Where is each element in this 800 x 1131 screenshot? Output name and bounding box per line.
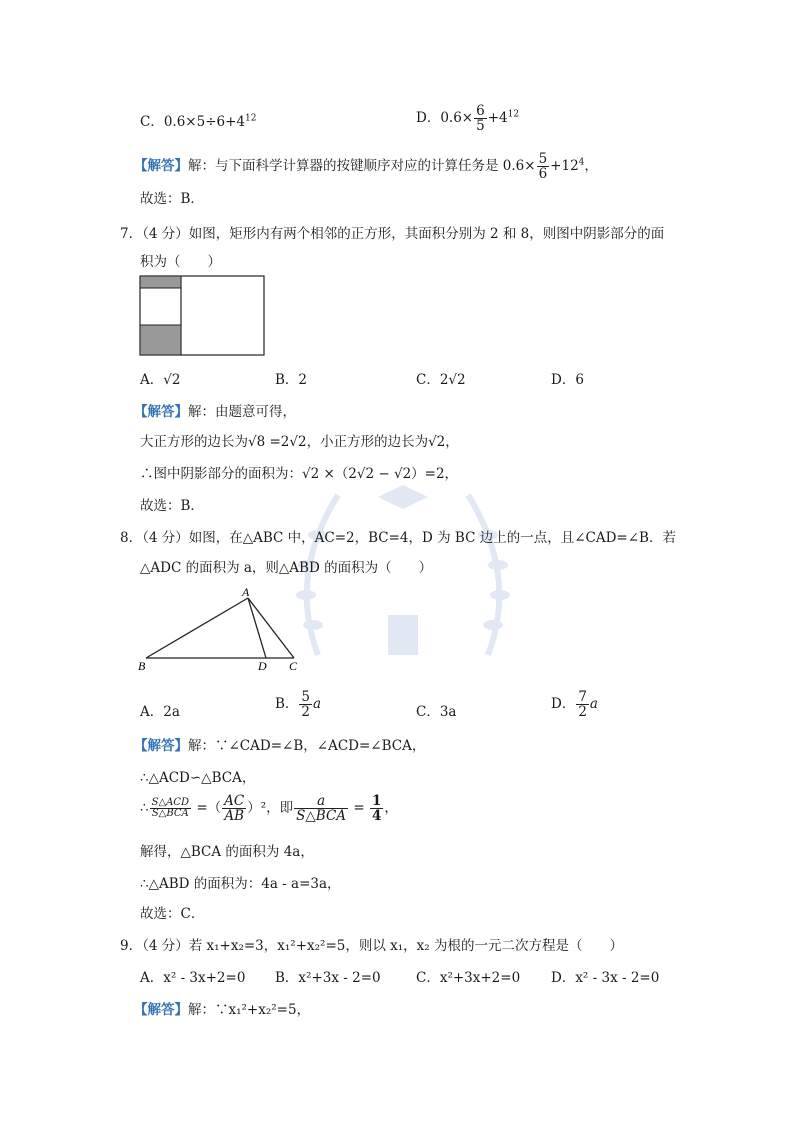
q9-option-d: D．x² - 3x - 2=0 <box>551 970 660 986</box>
q8-answer-line5: ∴△ABD 的面积为：4a - a=3a， <box>140 876 341 892</box>
vertex-label-d: D <box>258 659 267 673</box>
q8-triangle-figure <box>136 584 308 674</box>
q6-choice: 故选：B． <box>140 191 204 207</box>
q8-option-c: C．3a <box>416 704 457 720</box>
q7-stem-line2: 积为（ ） <box>140 254 221 270</box>
q8-answer-line1: 【解答】解：∵∠CAD=∠B，∠ACD=∠BCA， <box>134 738 426 754</box>
q7-option-b: B．2 <box>275 372 308 388</box>
vertex-label-c: C <box>289 659 298 673</box>
q7-figure <box>139 275 267 357</box>
vertex-label-b: B <box>138 659 146 673</box>
q7-option-a: A．√2 <box>140 372 181 388</box>
q8-option-d: D． $\frac{7}{2}$ a <box>551 689 598 721</box>
q8-stem-line2: △ADC 的面积为 a，则△ABD 的面积为（ ） <box>140 560 433 576</box>
q8-choice: 故选：C． <box>140 906 205 922</box>
q7-answer-line2: 大正方形的边长为√8 =2√2，小正方形的边长为√2， <box>140 434 459 450</box>
q8-stem-line1: 8．（4 分）如图，在△ABC 中，AC=2，BC=4，D 为 BC 边上的一点，且∠CAD=∠B．若 <box>120 530 676 546</box>
q7-answer-line1: 【解答】解：由题意可得， <box>134 404 296 420</box>
q8-answer-line3: ∴ $\frac{\text{S△ACD}}{\text{S△BCA}}$ =（ $\frac{AC}{AB}$ ）²，即 $\frac{a}{\text{S△BCA}}$ = $\frac{1}{4}$ ， <box>140 793 398 825</box>
q9-option-a: A．x² - 3x+2=0 <box>140 970 246 986</box>
q7-stem-line1: 7．（4 分）如图，矩形内有两个相邻的正方形，其面积分别为 2 和 8，则图中阴影部分的面 <box>120 226 665 242</box>
q9-answer-line1: 【解答】解：∵x₁²+x₂²=5， <box>134 1002 311 1018</box>
q7-option-c: C．2√2 <box>416 372 466 388</box>
q6-answer: 【解答】解：与下面科学计算器的按键顺序对应的计算任务是 0.6× $\frac{5}{6}$ $+12^4$， <box>134 151 598 183</box>
vertex-label-a: A <box>242 585 250 599</box>
q9-option-b: B．x²+3x - 2=0 <box>275 970 381 986</box>
q6-option-c: C．$0.6\times 5\div 6+4^{12}$ <box>140 113 257 130</box>
q8-answer-line2: ∴△ACD∽△BCA， <box>140 770 256 786</box>
q7-option-d: D．6 <box>551 372 584 388</box>
q8-option-b: B． $\frac{5}{2}$ a <box>275 689 322 721</box>
q8-option-a: A．2a <box>140 704 180 720</box>
q7-choice: 故选：B． <box>140 498 204 514</box>
watermark-emblem <box>278 455 528 705</box>
q9-stem: 9．（4 分）若 x₁+x₂=3，x₁²+x₂²=5，则以 x₁，x₂ 为根的一元二次方程是（ ） <box>120 938 623 954</box>
q7-answer-line3: ∴图中阴影部分的面积为：√2 ×（2√2 − √2）=2， <box>140 466 459 482</box>
q9-option-c: C．x²+3x+2=0 <box>416 970 521 986</box>
q6-option-d: D．0.6× $\frac{6}{5}$ $+4^{12}$ <box>416 103 520 135</box>
q8-answer-line4: 解得，△BCA 的面积为 4a， <box>140 844 314 860</box>
